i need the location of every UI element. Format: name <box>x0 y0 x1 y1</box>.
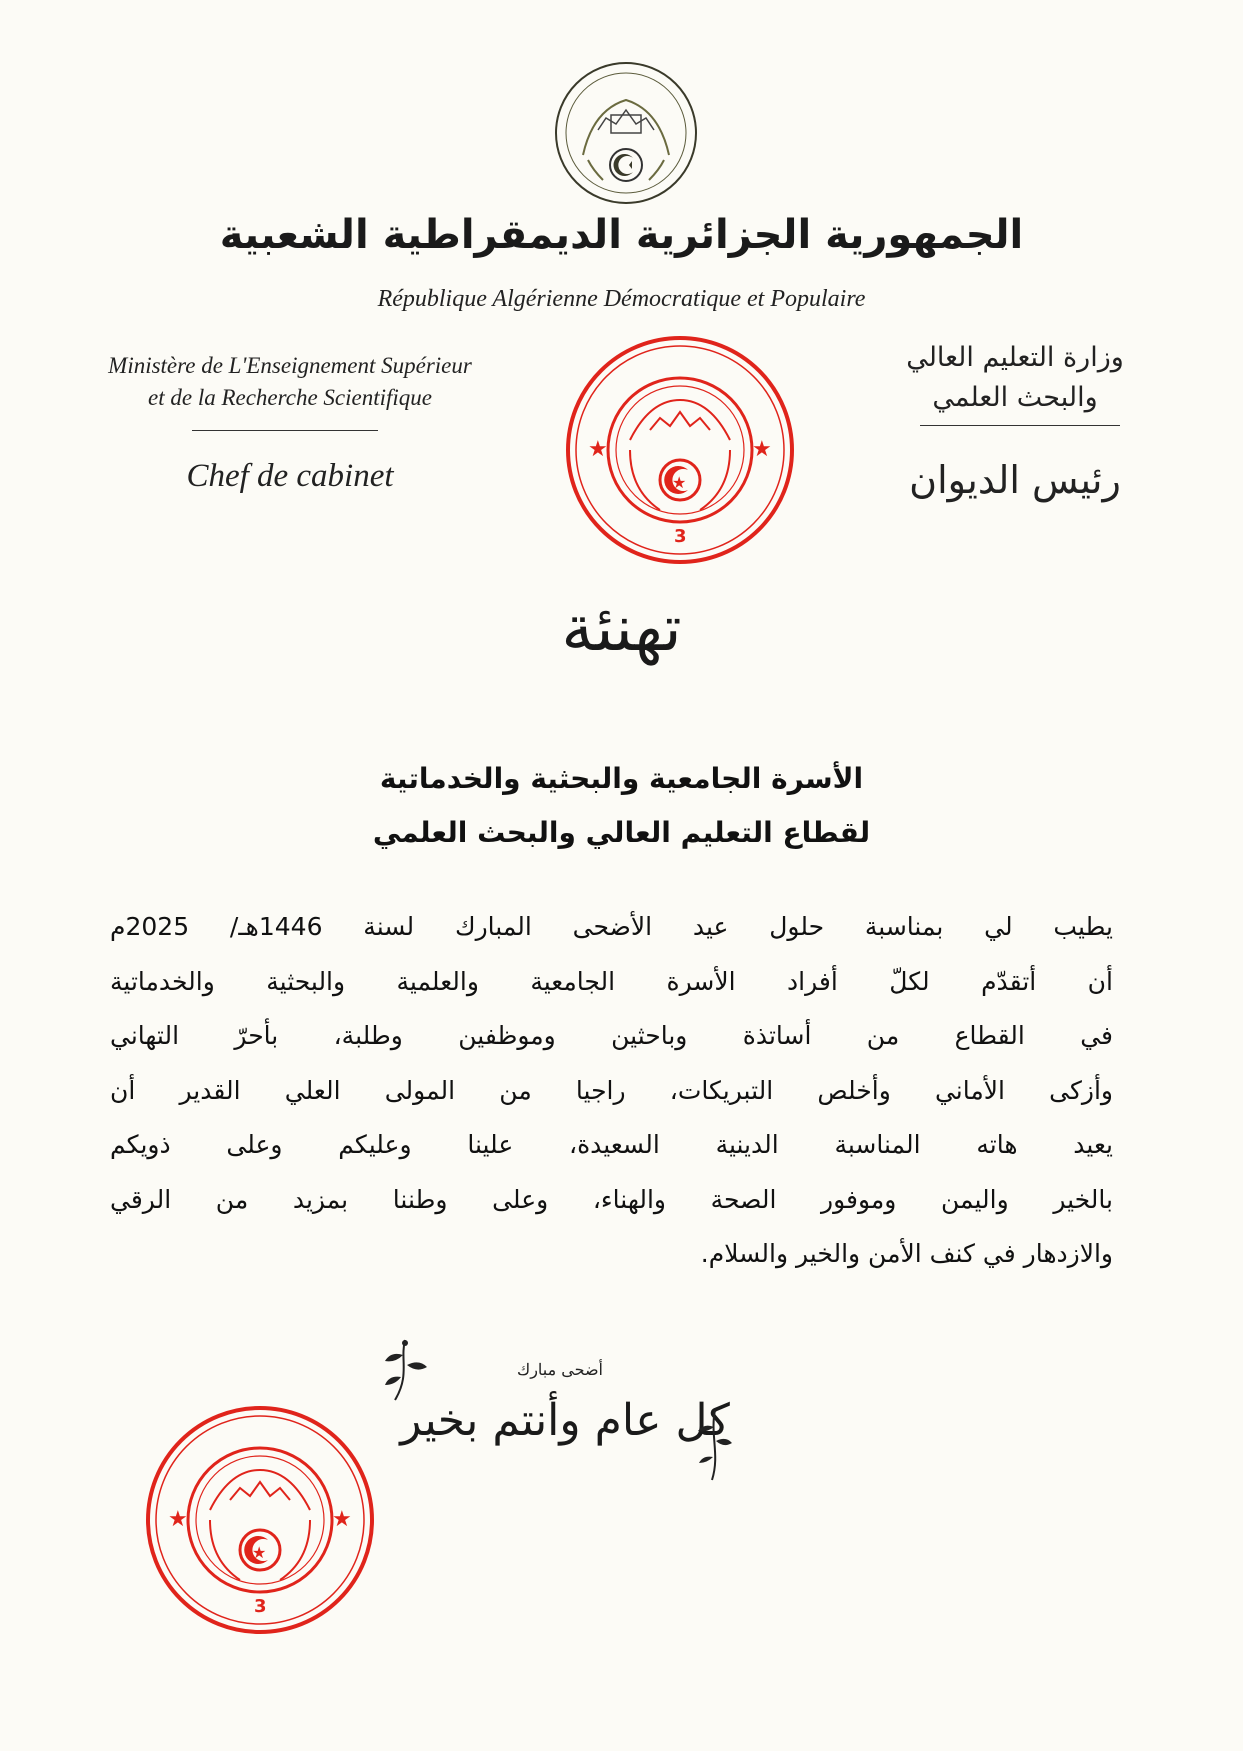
official-stamp-icon <box>560 330 800 570</box>
republic-title-ar: الجمهورية الجزائرية الديمقراطية الشعبية <box>219 212 1024 258</box>
ministry-name-ar-line2: والبحث العلمي <box>932 382 1098 413</box>
letter-addressee <box>0 752 1243 860</box>
body-line: في القطاع من أساتذة وباحثين وموظفين وطلبة، بأحرّ التهاني <box>110 1021 1113 1050</box>
divider <box>920 425 1120 426</box>
svg-text:★: ★ <box>588 437 608 462</box>
svg-text:★: ★ <box>672 473 687 492</box>
office-title-ar: رئيس الديوان <box>909 458 1121 502</box>
svg-text:3: 3 <box>254 1596 267 1617</box>
divider <box>192 430 378 431</box>
republic-title-fr: République Algérienne Démocratique et Populaire <box>377 286 866 312</box>
ministry-name-ar-line1: وزارة التعليم العالي <box>906 342 1124 373</box>
official-stamp-icon <box>140 1400 380 1640</box>
svg-text:★: ★ <box>332 1507 352 1532</box>
body-line: يطيب لي بمناسبة حلول عيد الأضحى المبارك لسنة 1446هـ/ 2025م <box>110 912 1113 941</box>
ministry-name-fr-line2: et de la Recherche Scientifique <box>148 385 432 410</box>
office-title-fr: Chef de cabinet <box>186 458 394 494</box>
floral-ornament-icon <box>690 1405 740 1485</box>
greeting-subtitle: أضحى مبارك <box>517 1360 603 1379</box>
svg-text:★: ★ <box>168 1507 188 1532</box>
letter-title: تهنئة <box>561 592 682 666</box>
letter-body <box>110 900 1113 1282</box>
svg-text:3: 3 <box>674 526 687 547</box>
svg-text:★: ★ <box>252 1543 267 1562</box>
ministry-name-fr-line1: Ministère de L'Enseignement Supérieur <box>108 353 472 378</box>
addressee-line1: الأسرة الجامعية والبحثية والخدماتية <box>379 762 864 795</box>
national-emblem-icon <box>553 60 699 206</box>
ministry-name-fr <box>60 350 520 414</box>
ministry-name-ar <box>850 338 1180 418</box>
body-line: أن أتقدّم لكلّ أفراد الأسرة الجامعية والعلمية والبحثية والخدماتية <box>110 966 1113 996</box>
body-line: والازدهار في كنف الأمن والخير والسلام. <box>700 1239 1113 1268</box>
body-line: وأزكى الأماني وأخلص التبريكات، راجيا من المولى العلي القدير أن <box>110 1075 1113 1105</box>
body-line: يعيد هاته المناسبة الدينية السعيدة، علينا وعليكم وعلى ذويكم <box>110 1130 1113 1159</box>
svg-text:★: ★ <box>752 437 772 462</box>
addressee-line2: لقطاع التعليم العالي والبحث العلمي <box>372 816 871 849</box>
greeting-calligraphy: كل عام وأنتم بخير <box>400 1395 730 1446</box>
body-line: بالخير واليمن وموفور الصحة والهناء، وعلى وطننا بمزيد من الرقي <box>110 1184 1113 1214</box>
